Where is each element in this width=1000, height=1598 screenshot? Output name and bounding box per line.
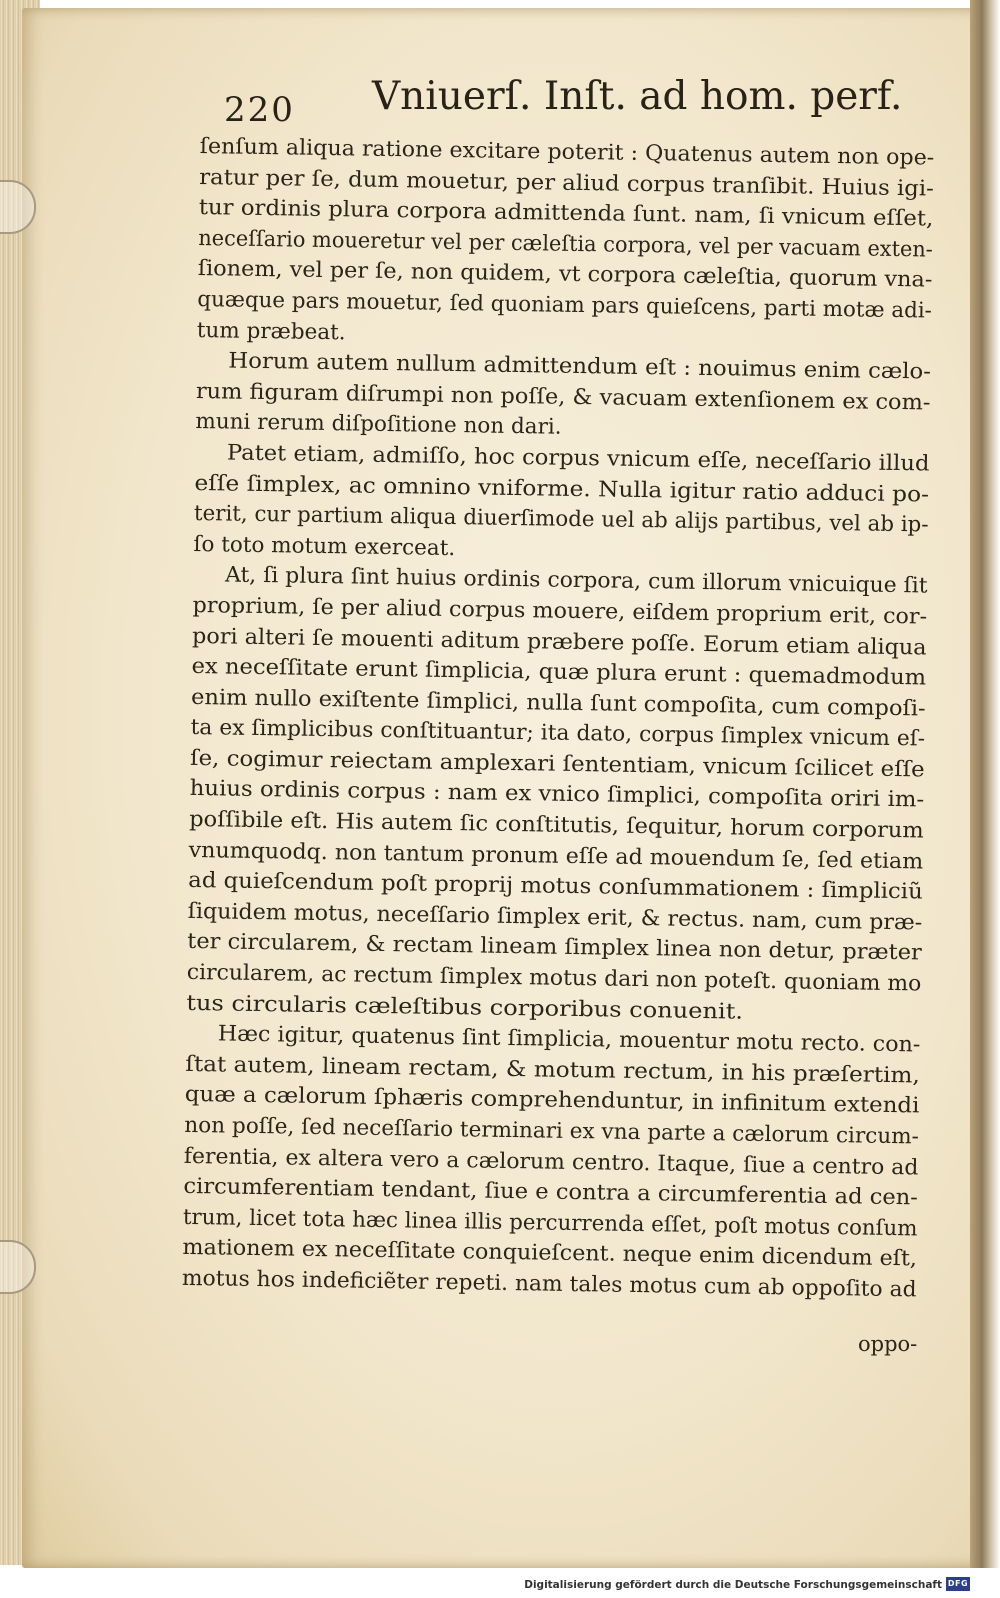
- funding-credit: Digitalisierung gefördert durch die Deutsche Forschungsgemeinschaft: [524, 1579, 942, 1591]
- text-line: huius ordinis corpus : nam ex vnico ſimplici, compoſita oriri im-: [189, 776, 925, 813]
- text-line: proprium, ſe per aliud corpus mouere, eiſdem proprium erit, cor-: [192, 592, 928, 630]
- text-line: ſionem, vel per ſe, non quidem, vt corpora cæleſtia, quorum vna-: [197, 256, 933, 293]
- text-line: ratur per ſe, dum mouetur, per aliud corpus tranſibit. Huius igi-: [199, 164, 934, 202]
- text-line: circumferentiam tendant, ſiue e contra a circumferentia ad cen-: [183, 1174, 919, 1211]
- text-line: ad quieſcendum poſt proprij motus conſummationem : ſimpliciũ: [188, 868, 923, 905]
- text-line: pori alteri ſe mouenti aditum præbere poſſe. Eorum etiam aliqua: [191, 623, 927, 660]
- text-line: ſo toto motum exerceat.: [193, 531, 456, 561]
- text-line: tur ordinis plura corpora admittenda ſunt. nam, ſi vnicum eſſet,: [198, 195, 934, 232]
- text-line: neceſſario moueretur vel per cæleſtia corpora, vel per vacuam exten-: [198, 225, 934, 263]
- text-line: non poſſe, ſed neceſſario terminari ex vna parte a cælorum circum-: [184, 1112, 920, 1150]
- text-line: ſtat autem, lineam rectam, & motum rectum, in his præſertim,: [185, 1051, 921, 1089]
- text-line: poſſibile eſt. His autem ſic conſtitutis, ſequitur, horum corporum: [189, 806, 924, 844]
- text-line: tus circularis cæleſtibus corporibus conuenit.: [186, 990, 744, 1025]
- text-line: rum figuram diſrumpi non poſſe, & vacuam extenſionem ex com-: [195, 378, 931, 416]
- text-line: terit, cur partium aliqua diuerſimode uel ab alijs partibus, vel ab ip-: [193, 501, 929, 538]
- text-line: At, ſi plura ſint huius ordinis corpora, cum illorum vnicuique ſit: [224, 562, 928, 599]
- page-number: 220: [224, 90, 295, 130]
- text-line: ſe, cogimur reiectam amplexari ſententiam, vnicum ſcilicet eſſe: [189, 745, 925, 783]
- text-line: Patet etiam, admiſſo, hoc corpus vnicum eſſe, neceſſario illud: [226, 440, 930, 477]
- text-line: quæque pars mouetur, ſed quoniam pars quieſcens, parti motæ adi-: [197, 286, 933, 324]
- text-line: muni rerum diſpoſitione non dari.: [195, 409, 562, 441]
- text-line: eſſe ſimplex, ac omnino vniforme. Nulla igitur ratio adduci po-: [194, 470, 930, 508]
- text-line: tum præbeat.: [196, 317, 346, 345]
- running-title: Vniuerſ. Inſt. ad hom. perf.: [372, 74, 903, 119]
- text-line: enim nullo exiſtente ſimplici, nulla ſunt compoſita, cum compoſi-: [190, 684, 926, 722]
- text-line: ſenſum aliqua ratione excitare poterit : Quatenus autem non ope-: [199, 133, 935, 171]
- text-line: Hæc igitur, quatenus ſint ſimplicia, mouentur motu recto. con-: [217, 1021, 921, 1058]
- text-line: mationem ex neceſſitate conquieſcent. neque enim dicendum eſt,: [182, 1235, 918, 1272]
- text-line: quæ a cælorum ſphæris comprehenduntur, in infinitum extendi: [184, 1082, 920, 1119]
- text-line: ta ex ſimplicibus conſtituantur; ita dato, corpus ſimplex vnicum eſ-: [190, 715, 926, 752]
- page-header: [224, 74, 903, 134]
- book-gutter-edge: [970, 0, 1000, 1570]
- text-line: trum, licet tota hæc linea illis percurrenda eſſet, poſt motus conſum: [182, 1204, 918, 1242]
- text-line: ferentia, ex altera vero a cælorum centro. Itaque, ſiue a centro ad: [183, 1143, 919, 1181]
- text-line: Horum autem nullum admittendum eſt : nouimus enim cælo-: [228, 348, 932, 385]
- text-line: circularem, ac rectum ſimplex motus dari non poteſt. quoniam mo: [186, 959, 922, 997]
- text-line: vnumquodq. non tantum pronum eſſe ad mouendum ſe, ſed etiam: [188, 837, 924, 875]
- dfg-logo-icon: DFG: [946, 1577, 970, 1591]
- text-line: motus hos indeficiẽter repeti. nam tales motus cum ab oppoſito ad: [181, 1265, 917, 1303]
- catchword: oppo-: [858, 1332, 918, 1356]
- body-text: [182, 132, 945, 1306]
- text-line: ex neceſſitate erunt ſimplicia, quæ plura erunt : quemadmodum: [191, 654, 927, 691]
- text-line: ter circularem, & rectam lineam ſimplex linea non detur, præter: [187, 929, 922, 966]
- text-line: ſiquidem motus, neceſſario ſimplex erit, & rectus. nam, cum præ-: [187, 898, 923, 936]
